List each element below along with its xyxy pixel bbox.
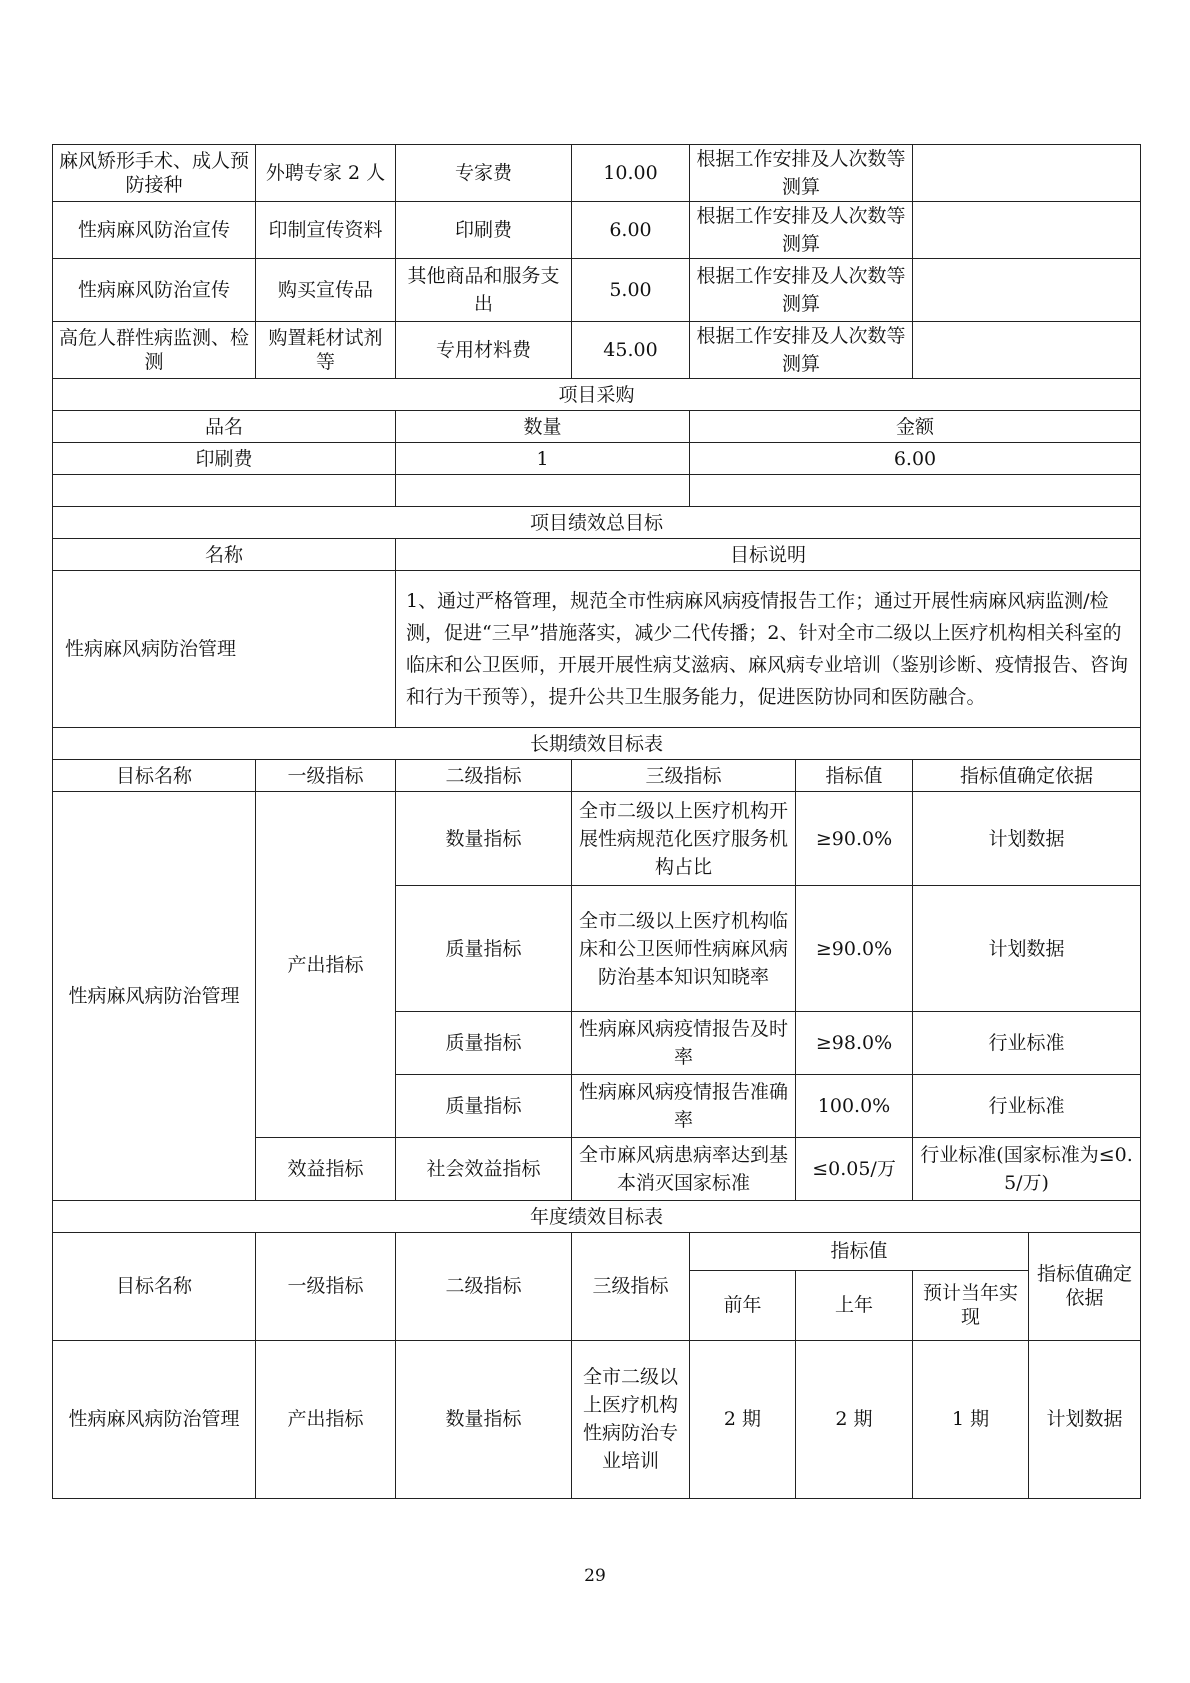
longterm-l2: 数量指标 [396, 792, 572, 886]
longterm-header-goal: 目标名称 [53, 760, 256, 792]
expense-item: 高危人群性病监测、检测 [53, 322, 256, 379]
expense-row [53, 322, 1141, 379]
longterm-title: 长期绩效目标表 [53, 728, 1141, 760]
procurement-header-row [53, 411, 1141, 443]
longterm-header-basis: 指标值确定依据 [913, 760, 1141, 792]
longterm-l2: 质量指标 [396, 1012, 572, 1075]
longterm-header-value: 指标值 [796, 760, 913, 792]
longterm-l3: 性病麻风病疫情报告及时率 [572, 1012, 796, 1075]
procurement-qty [396, 475, 690, 507]
expense-type: 专用材料费 [396, 322, 572, 379]
expense-row [53, 259, 1141, 322]
procurement-qty: 1 [396, 443, 690, 475]
expense-note [913, 145, 1141, 202]
expense-basis: 根据工作安排及人次数等测算 [690, 259, 913, 322]
longterm-basis: 计划数据 [913, 792, 1141, 886]
annual-header-row [53, 1232, 1141, 1270]
annual-title: 年度绩效目标表 [53, 1201, 1141, 1233]
longterm-value: 100.0% [796, 1075, 913, 1138]
expense-item: 性病麻风防治宣传 [53, 259, 256, 322]
longterm-header-l1: 一级指标 [256, 760, 396, 792]
overall-row [53, 571, 1141, 728]
procurement-amount [690, 475, 1141, 507]
annual-header-l3: 三级指标 [572, 1232, 690, 1340]
procurement-title-row [53, 379, 1141, 411]
longterm-header-l2: 二级指标 [396, 760, 572, 792]
procurement-row [53, 475, 1141, 507]
longterm-value: ≤0.05/万 [796, 1138, 913, 1201]
expense-content: 印制宣传资料 [256, 202, 396, 259]
expense-row [53, 202, 1141, 259]
longterm-basis: 行业标准 [913, 1075, 1141, 1138]
expense-type: 专家费 [396, 145, 572, 202]
longterm-l3: 全市麻风病患病率达到基本消灭国家标准 [572, 1138, 796, 1201]
expense-content: 外聘专家 2 人 [256, 145, 396, 202]
annual-title-row [53, 1201, 1141, 1233]
procurement-row [53, 443, 1141, 475]
annual-expected: 1 期 [913, 1340, 1029, 1498]
expense-amount: 10.00 [572, 145, 690, 202]
procurement-header-amount: 金额 [690, 411, 1141, 443]
longterm-l2: 社会效益指标 [396, 1138, 572, 1201]
annual-header-basis: 指标值确定依据 [1029, 1232, 1141, 1340]
overall-header-row [53, 539, 1141, 571]
expense-amount: 6.00 [572, 202, 690, 259]
procurement-header-name: 品名 [53, 411, 396, 443]
longterm-l2: 质量指标 [396, 886, 572, 1012]
longterm-value: ≥98.0% [796, 1012, 913, 1075]
longterm-header-l3: 三级指标 [572, 760, 796, 792]
annual-header-l1: 一级指标 [256, 1232, 396, 1340]
annual-header-expected: 预计当年实现 [913, 1270, 1029, 1340]
expense-type: 印刷费 [396, 202, 572, 259]
expense-item: 性病麻风防治宣传 [53, 202, 256, 259]
annual-basis: 计划数据 [1029, 1340, 1141, 1498]
expense-basis: 根据工作安排及人次数等测算 [690, 322, 913, 379]
longterm-benefit-label: 效益指标 [256, 1138, 396, 1201]
expense-row [53, 145, 1141, 202]
annual-prev1: 2 期 [796, 1340, 913, 1498]
expense-basis: 根据工作安排及人次数等测算 [690, 145, 913, 202]
annual-goal: 性病麻风病防治管理 [53, 1340, 256, 1498]
procurement-name: 印刷费 [53, 443, 396, 475]
longterm-header-row [53, 760, 1141, 792]
annual-l2: 数量指标 [396, 1340, 572, 1498]
annual-header-prev1: 上年 [796, 1270, 913, 1340]
procurement-title: 项目采购 [53, 379, 1141, 411]
overall-name: 性病麻风病防治管理 [53, 571, 396, 728]
longterm-output-label: 产出指标 [256, 792, 396, 1138]
overall-desc: 1、通过严格管理，规范全市性病麻风病疫情报告工作；通过开展性病麻风病监测/检测，促进“三早”措施落实，减少二代传播；2、针对全市二级以上医疗机构相关科室的临床和公卫医师，开展开展性病艾滋病、麻风病专业培训（鉴别诊断、疫情报告、咨询和行为干预等），提升公共卫生服务能力，促进医防协同和医防融合。 [396, 571, 1141, 728]
expense-content: 购置耗材试剂等 [256, 322, 396, 379]
expense-note [913, 322, 1141, 379]
annual-header-l2: 二级指标 [396, 1232, 572, 1340]
page-number: 29 [584, 1566, 606, 1586]
expense-item: 麻风矫形手术、成人预防接种 [53, 145, 256, 202]
expense-content: 购买宣传品 [256, 259, 396, 322]
expense-note [913, 202, 1141, 259]
expense-amount: 45.00 [572, 322, 690, 379]
procurement-amount: 6.00 [690, 443, 1141, 475]
procurement-header-qty: 数量 [396, 411, 690, 443]
expense-amount: 5.00 [572, 259, 690, 322]
annual-header-goal: 目标名称 [53, 1232, 256, 1340]
longterm-goal: 性病麻风病防治管理 [53, 792, 256, 1201]
annual-l1: 产出指标 [256, 1340, 396, 1498]
annual-header-value: 指标值 [690, 1232, 1029, 1270]
longterm-l2: 质量指标 [396, 1075, 572, 1138]
annual-l3: 全市二级以上医疗机构性病防治专业培训 [572, 1340, 690, 1498]
longterm-l3: 全市二级以上医疗机构临床和公卫医师性病麻风病防治基本知识知晓率 [572, 886, 796, 1012]
expense-note [913, 259, 1141, 322]
budget-performance-table [52, 144, 1141, 1233]
longterm-l3: 全市二级以上医疗机构开展性病规范化医疗服务机构占比 [572, 792, 796, 886]
longterm-row [53, 792, 1141, 886]
overall-header-name: 名称 [53, 539, 396, 571]
procurement-name [53, 475, 396, 507]
annual-header-prev2: 前年 [690, 1270, 796, 1340]
longterm-basis: 计划数据 [913, 886, 1141, 1012]
longterm-value: ≥90.0% [796, 792, 913, 886]
annual-prev2: 2 期 [690, 1340, 796, 1498]
annual-goals-table [52, 1232, 1141, 1499]
expense-type: 其他商品和服务支出 [396, 259, 572, 322]
overall-title-row [53, 507, 1141, 539]
overall-title: 项目绩效总目标 [53, 507, 1141, 539]
longterm-value: ≥90.0% [796, 886, 913, 1012]
annual-row [53, 1340, 1141, 1498]
expense-basis: 根据工作安排及人次数等测算 [690, 202, 913, 259]
longterm-basis: 行业标准(国家标准为≤0.5/万) [913, 1138, 1141, 1201]
longterm-basis: 行业标准 [913, 1012, 1141, 1075]
longterm-l3: 性病麻风病疫情报告准确率 [572, 1075, 796, 1138]
overall-header-desc: 目标说明 [396, 539, 1141, 571]
longterm-title-row [53, 728, 1141, 760]
